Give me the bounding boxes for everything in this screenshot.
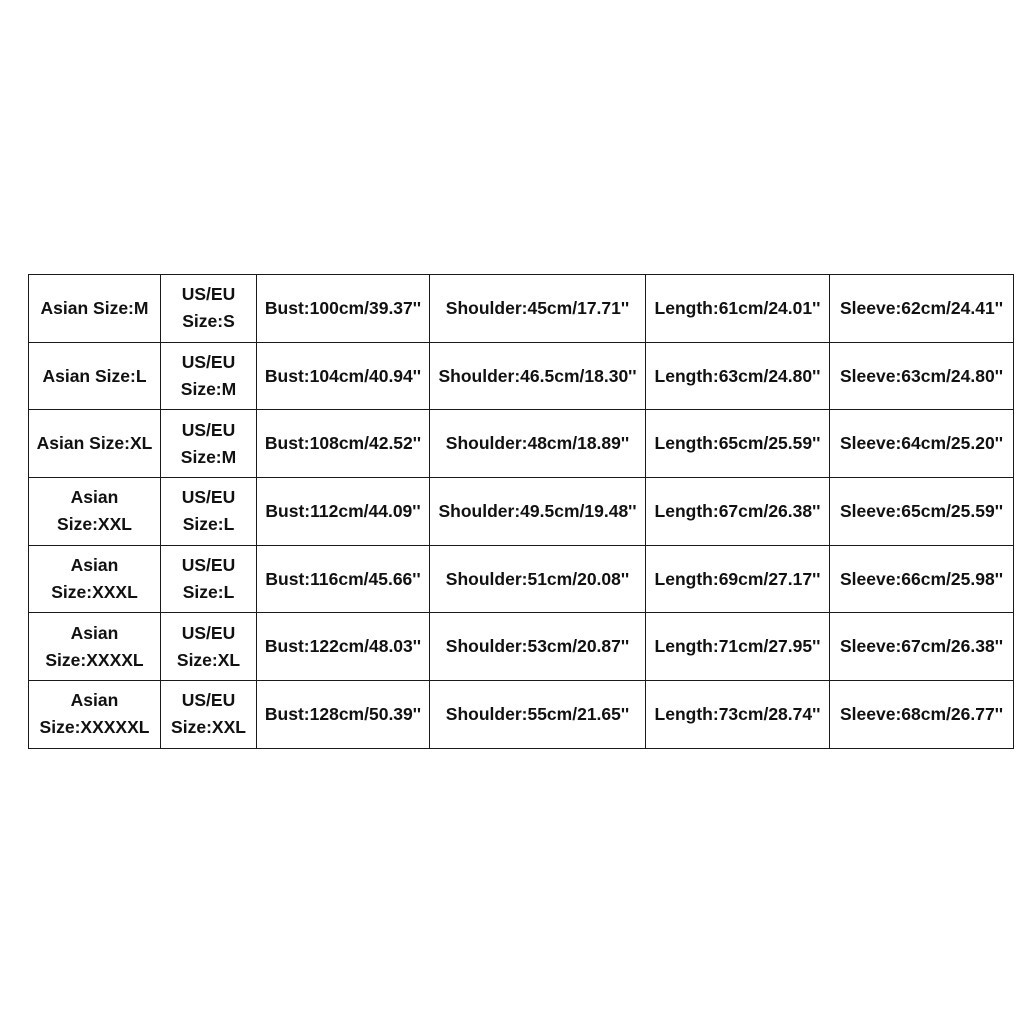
sleeve-cell: Sleeve:67cm/26.38'' — [830, 613, 1014, 681]
length-cell: Length:67cm/26.38'' — [646, 478, 830, 546]
table-row — [29, 613, 1014, 681]
us-eu-size-cell: US/EU Size:M — [161, 410, 257, 478]
bust-cell: Bust:108cm/42.52'' — [257, 410, 430, 478]
shoulder-cell: Shoulder:48cm/18.89'' — [430, 410, 646, 478]
length-cell: Length:71cm/27.95'' — [646, 613, 830, 681]
sleeve-cell: Sleeve:68cm/26.77'' — [830, 681, 1014, 749]
bust-cell: Bust:100cm/39.37'' — [257, 275, 430, 343]
asian-size-cell: Asian Size:XL — [29, 410, 161, 478]
asian-size-cell: Asian Size:XXL — [29, 478, 161, 546]
table-row — [29, 410, 1014, 478]
length-cell: Length:65cm/25.59'' — [646, 410, 830, 478]
asian-size-cell: Asian Size:XXXXL — [29, 613, 161, 681]
sleeve-cell: Sleeve:62cm/24.41'' — [830, 275, 1014, 343]
shoulder-cell: Shoulder:55cm/21.65'' — [430, 681, 646, 749]
shoulder-cell: Shoulder:53cm/20.87'' — [430, 613, 646, 681]
sleeve-cell: Sleeve:66cm/25.98'' — [830, 545, 1014, 613]
asian-size-cell: Asian Size:XXXL — [29, 545, 161, 613]
table-row — [29, 478, 1014, 546]
bust-cell: Bust:128cm/50.39'' — [257, 681, 430, 749]
asian-size-cell: Asian Size:L — [29, 342, 161, 410]
shoulder-cell: Shoulder:45cm/17.71'' — [430, 275, 646, 343]
table-row — [29, 342, 1014, 410]
us-eu-size-cell: US/EU Size:XXL — [161, 681, 257, 749]
sleeve-cell: Sleeve:63cm/24.80'' — [830, 342, 1014, 410]
shoulder-cell: Shoulder:49.5cm/19.48'' — [430, 478, 646, 546]
us-eu-size-cell: US/EU Size:L — [161, 545, 257, 613]
asian-size-cell: Asian Size:XXXXXL — [29, 681, 161, 749]
table-row — [29, 275, 1014, 343]
size-chart-body — [29, 275, 1014, 749]
us-eu-size-cell: US/EU Size:S — [161, 275, 257, 343]
sleeve-cell: Sleeve:64cm/25.20'' — [830, 410, 1014, 478]
length-cell: Length:61cm/24.01'' — [646, 275, 830, 343]
bust-cell: Bust:112cm/44.09'' — [257, 478, 430, 546]
length-cell: Length:69cm/27.17'' — [646, 545, 830, 613]
length-cell: Length:63cm/24.80'' — [646, 342, 830, 410]
length-cell: Length:73cm/28.74'' — [646, 681, 830, 749]
table-row — [29, 545, 1014, 613]
table-row — [29, 681, 1014, 749]
size-chart-table — [28, 274, 1014, 749]
asian-size-cell: Asian Size:M — [29, 275, 161, 343]
bust-cell: Bust:104cm/40.94'' — [257, 342, 430, 410]
us-eu-size-cell: US/EU Size:L — [161, 478, 257, 546]
bust-cell: Bust:122cm/48.03'' — [257, 613, 430, 681]
shoulder-cell: Shoulder:46.5cm/18.30'' — [430, 342, 646, 410]
us-eu-size-cell: US/EU Size:XL — [161, 613, 257, 681]
us-eu-size-cell: US/EU Size:M — [161, 342, 257, 410]
shoulder-cell: Shoulder:51cm/20.08'' — [430, 545, 646, 613]
bust-cell: Bust:116cm/45.66'' — [257, 545, 430, 613]
sleeve-cell: Sleeve:65cm/25.59'' — [830, 478, 1014, 546]
